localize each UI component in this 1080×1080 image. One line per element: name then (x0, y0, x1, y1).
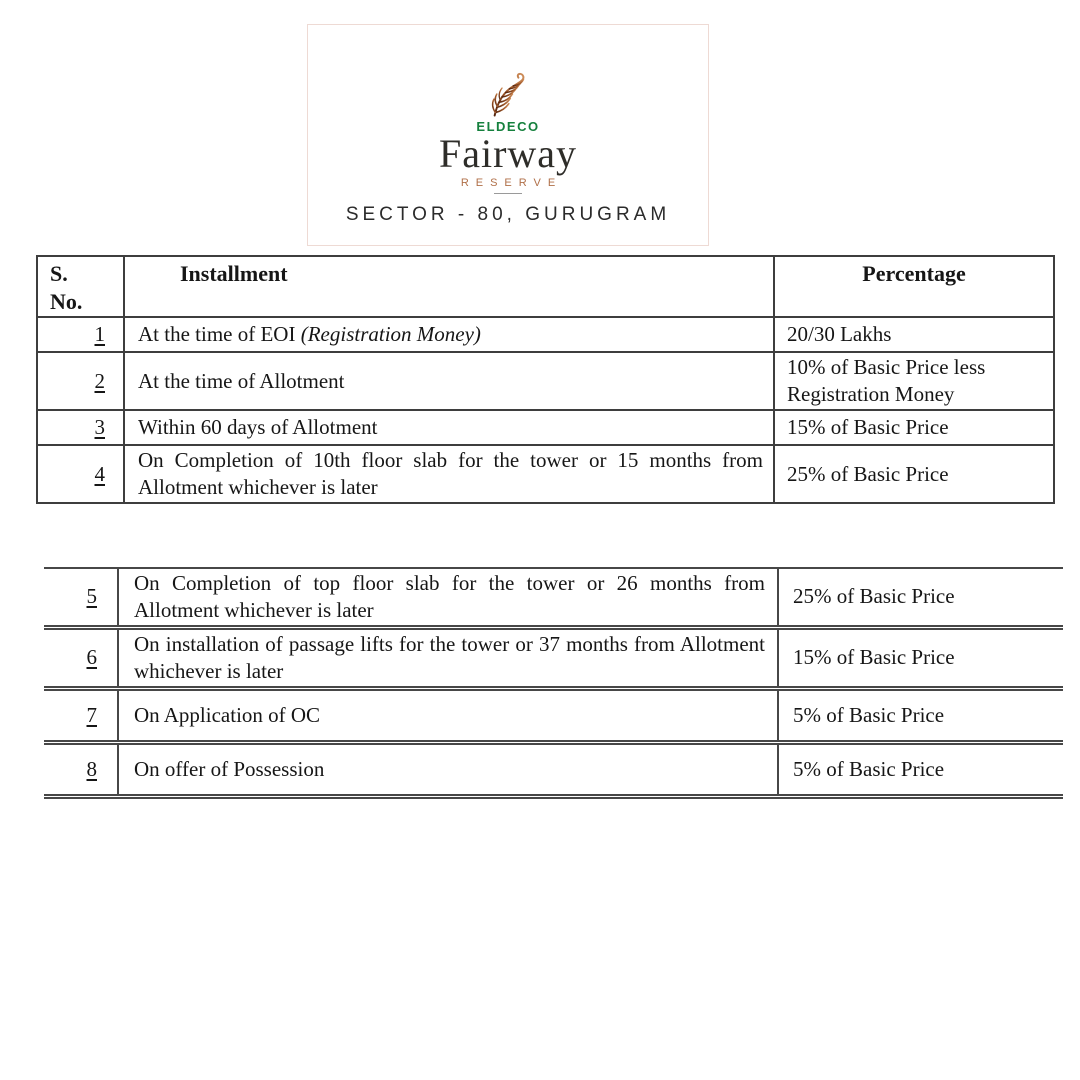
project-name: Fairway (438, 131, 578, 176)
payment-table-bottom (44, 567, 1063, 799)
feather-icon (484, 71, 532, 117)
row-installment: On installation of passage lifts for the tower or 37 months from Allotment whichever is later (118, 627, 778, 688)
row-installment: On Completion of top floor slab for the tower or 26 months from Allotment whichever is later (118, 568, 778, 627)
table-row (44, 627, 1063, 688)
table-row (37, 410, 1054, 445)
row-sno: 2 (37, 352, 124, 410)
brand-name: ELDECO (476, 119, 540, 134)
row-sno: 1 (37, 317, 124, 352)
row-percentage: 5% of Basic Price (778, 688, 1063, 742)
tagline-underline (494, 193, 522, 194)
payment-table-top (36, 255, 1055, 504)
row-percentage: 25% of Basic Price (778, 568, 1063, 627)
table-row (37, 445, 1054, 503)
row-sno: 8 (44, 742, 118, 796)
row-sno: 7 (44, 688, 118, 742)
row-installment: On offer of Possession (118, 742, 778, 796)
table-row (37, 317, 1054, 352)
row-percentage: 5% of Basic Price (778, 742, 1063, 796)
logo-card (307, 24, 709, 246)
reserve-label: RESERVE (460, 177, 563, 189)
table-row (37, 352, 1054, 410)
row-percentage: 15% of Basic Price (778, 627, 1063, 688)
row-installment: On Completion of 10th floor slab for the tower or 15 months from Allotment whichever is later (124, 445, 774, 503)
row-percentage: 25% of Basic Price (774, 445, 1054, 503)
table-row (44, 688, 1063, 742)
row-installment: At the time of EOI (Registration Money) (124, 317, 774, 352)
row-percentage: 20/30 Lakhs (774, 317, 1054, 352)
header-row (37, 256, 1054, 317)
row-installment: At the time of Allotment (124, 352, 774, 410)
col-header-percentage: Percentage (774, 256, 1054, 317)
row-sno: 6 (44, 627, 118, 688)
row-percentage: 10% of Basic Price less Registration Money (774, 352, 1054, 410)
row-sno: 4 (37, 445, 124, 503)
row-sno: 3 (37, 410, 124, 445)
location-label: SECTOR - 80, GURUGRAM (345, 204, 671, 225)
row-installment: On Application of OC (118, 688, 778, 742)
table-row (44, 742, 1063, 796)
row-sno: 5 (44, 568, 118, 627)
row-installment: Within 60 days of Allotment (124, 410, 774, 445)
table-row (44, 568, 1063, 627)
row-percentage: 15% of Basic Price (774, 410, 1054, 445)
col-header-sno: S. No. (37, 256, 124, 317)
col-header-installment: Installment (124, 256, 774, 317)
